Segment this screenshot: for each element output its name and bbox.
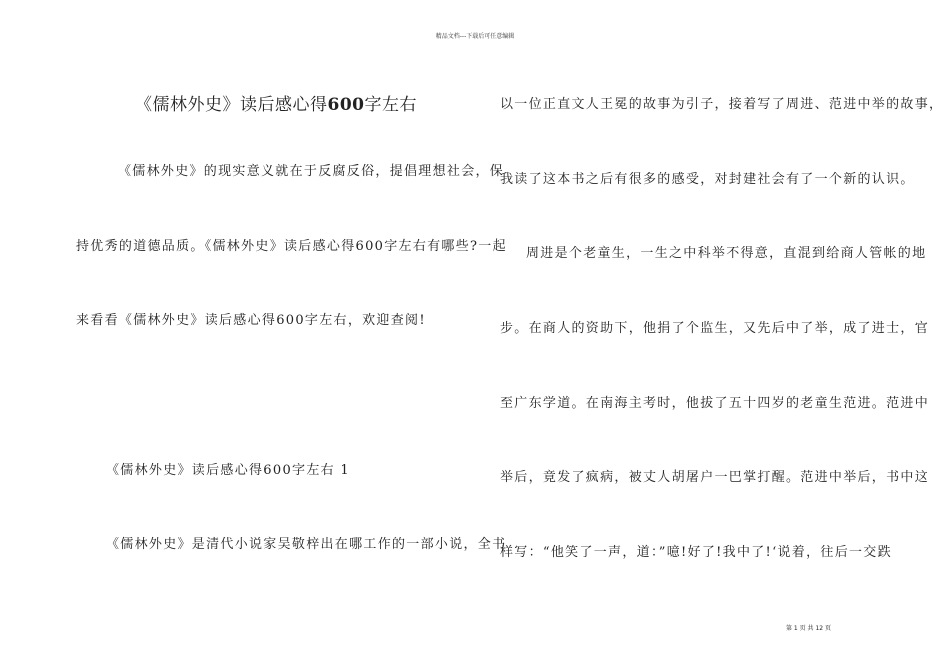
paragraph-line: 至广东学道。在南海主考时，他拔了五十四岁的老童生范进。范进中 <box>500 396 930 411</box>
paragraph-line: 以一位正直文人王冕的故事为引子，接着写了周进、范进中举的故事， <box>500 97 944 112</box>
paragraph-line: 《儒林外史》是清代小说家吴敬梓出在哪工作的一部小说，全书 <box>106 537 507 552</box>
paragraph-line: 《儒林外史》的现实意义就在于反腐反俗，提倡理想社会，保 <box>118 164 505 179</box>
paragraph-line: 步。在商人的资助下，他捐了个监生，又先后中了举，成了进士，官 <box>500 321 930 336</box>
page-header: 精品文档---下载后可任意编辑 <box>435 33 515 40</box>
page-number: 第 1 页 共 12 页 <box>786 625 831 632</box>
paragraph-line: 持优秀的道德品质。《儒林外史》读后感心得600字左右有哪些?一起 <box>76 239 507 254</box>
title-number: 600 <box>327 95 365 115</box>
paragraph-line: 举后，竟发了疯病，被丈人胡屠户一巴掌打醒。范进中举后，书中这 <box>500 470 930 485</box>
title-suffix: 字左右 <box>364 95 417 115</box>
paragraph-line: 来看看《儒林外史》读后感心得600字左右，欢迎查阅! <box>76 313 426 328</box>
document-title <box>76 90 476 115</box>
paragraph-line: 我读了这本书之后有很多的感受，对封建社会有了一个新的认识。 <box>500 172 915 187</box>
section-heading: 《儒林外史》读后感心得600字左右 1 <box>106 463 350 478</box>
paragraph-line: 周进是个老童生，一生之中科举不得意，直混到给商人管帐的地 <box>526 246 927 261</box>
paragraph-line: 样写：“他笑了一声，道：”噫!好了!我中了!‘说着，往后一交跌 <box>500 545 892 560</box>
title-prefix: 《儒林外史》读后感心得 <box>135 95 328 115</box>
